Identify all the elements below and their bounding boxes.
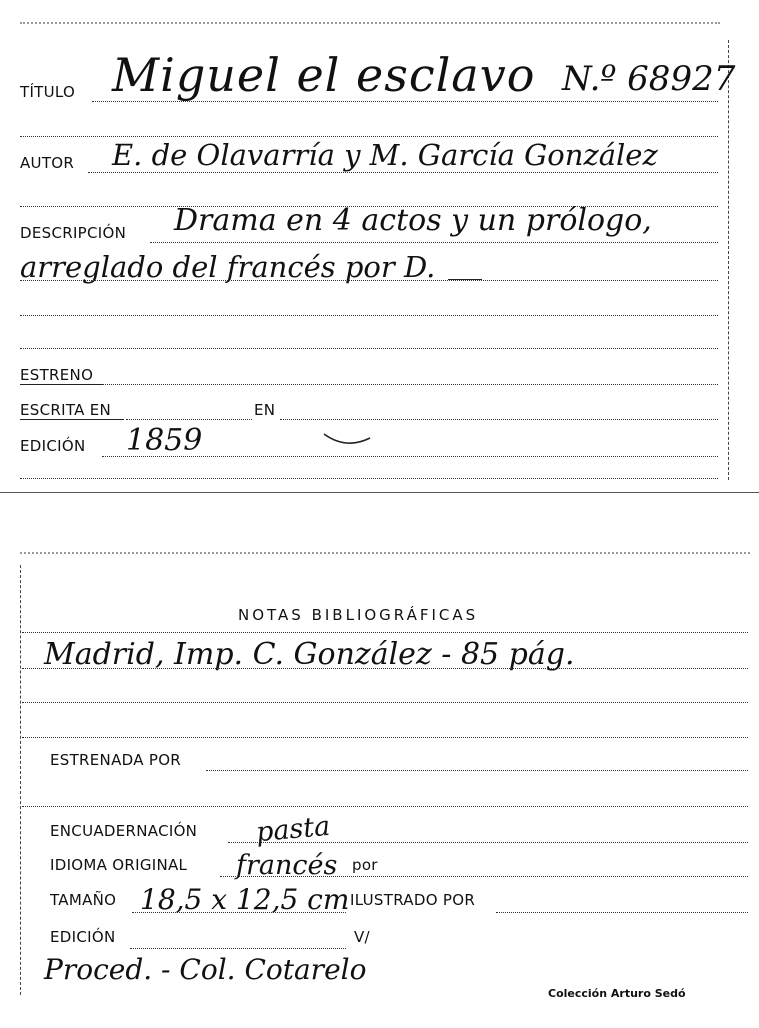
rule-5 [20,348,718,349]
tamano-line [132,912,346,913]
card-right-edge [728,40,729,480]
descripcion-line2: arreglado del francés por D. [20,250,436,284]
titulo-value: Miguel el esclavo [112,48,536,102]
top-edge-noise [20,22,720,24]
en-line [280,419,718,420]
escrita-underline [20,419,124,420]
edicion-label: EDICIÓN [20,437,86,455]
pencil-stroke [322,428,374,450]
notas-value: Madrid, Imp. C. González - 85 pág. [44,637,575,672]
autor-value: E. de Olavarría y M. García González [112,138,658,172]
autor-label: AUTOR [20,154,75,172]
notas-heading: NOTAS BIBLIOGRÁFICAS [238,606,479,624]
por-label: por [352,856,378,874]
edicion2-label: EDICIÓN [50,928,116,946]
rule-7 [22,806,748,807]
edicion-value: 1859 [126,423,203,458]
descripcion-line1: Drama en 4 actos y un prólogo, [174,203,652,238]
encuadernacion-value: pasta [254,810,332,849]
estreno-underline [20,384,102,385]
en-label: EN [254,401,276,419]
idioma-label: IDIOMA ORIGINAL [50,856,188,874]
tamano-label: TAMAÑO [50,891,117,909]
procedencia-value: Proced. - Col. Cotarelo [44,953,367,986]
notas-line-3 [22,737,748,738]
edicion2-line [130,948,346,949]
notas-line-2 [22,702,748,703]
rule-6 [20,478,718,479]
card2-left-edge [20,565,21,995]
numero-value: N.º 68927 [562,59,736,99]
descripcion-label: DESCRIPCIÓN [20,224,127,242]
rule-1 [20,136,718,137]
estreno-label: ESTRENO [20,366,94,384]
titulo-label: TÍTULO [20,83,76,101]
idioma-value: francés [236,850,338,881]
va-label: V/ [354,928,370,946]
escrita-line [126,419,252,420]
heading-rule [22,632,748,633]
autor-line [88,172,718,173]
tamano-value: 18,5 x 12,5 cm [140,883,350,916]
coleccion-label: Colección Arturo Sedó [548,987,686,1000]
rule-3 [20,280,718,281]
estreno-line [102,384,718,385]
encuadernacion-line [228,842,748,843]
idioma-line [220,876,748,877]
edicion-line [102,456,718,457]
escrita-en-label: ESCRITA EN [20,401,112,419]
ilustrado-label: ILUSTRADO POR [350,891,476,909]
titulo-line [92,101,718,102]
dash-mark [448,279,482,280]
estrenada-line [206,770,748,771]
notas-line-1 [22,668,748,669]
card-separator [0,492,759,493]
rule-4 [20,315,718,316]
card2-top-edge-noise [20,552,750,554]
estrenada-por-label: ESTRENADA POR [50,751,182,769]
encuadernacion-label: ENCUADERNACIÓN [50,822,198,840]
ilustrado-line [496,912,748,913]
descripcion-line [150,242,718,243]
